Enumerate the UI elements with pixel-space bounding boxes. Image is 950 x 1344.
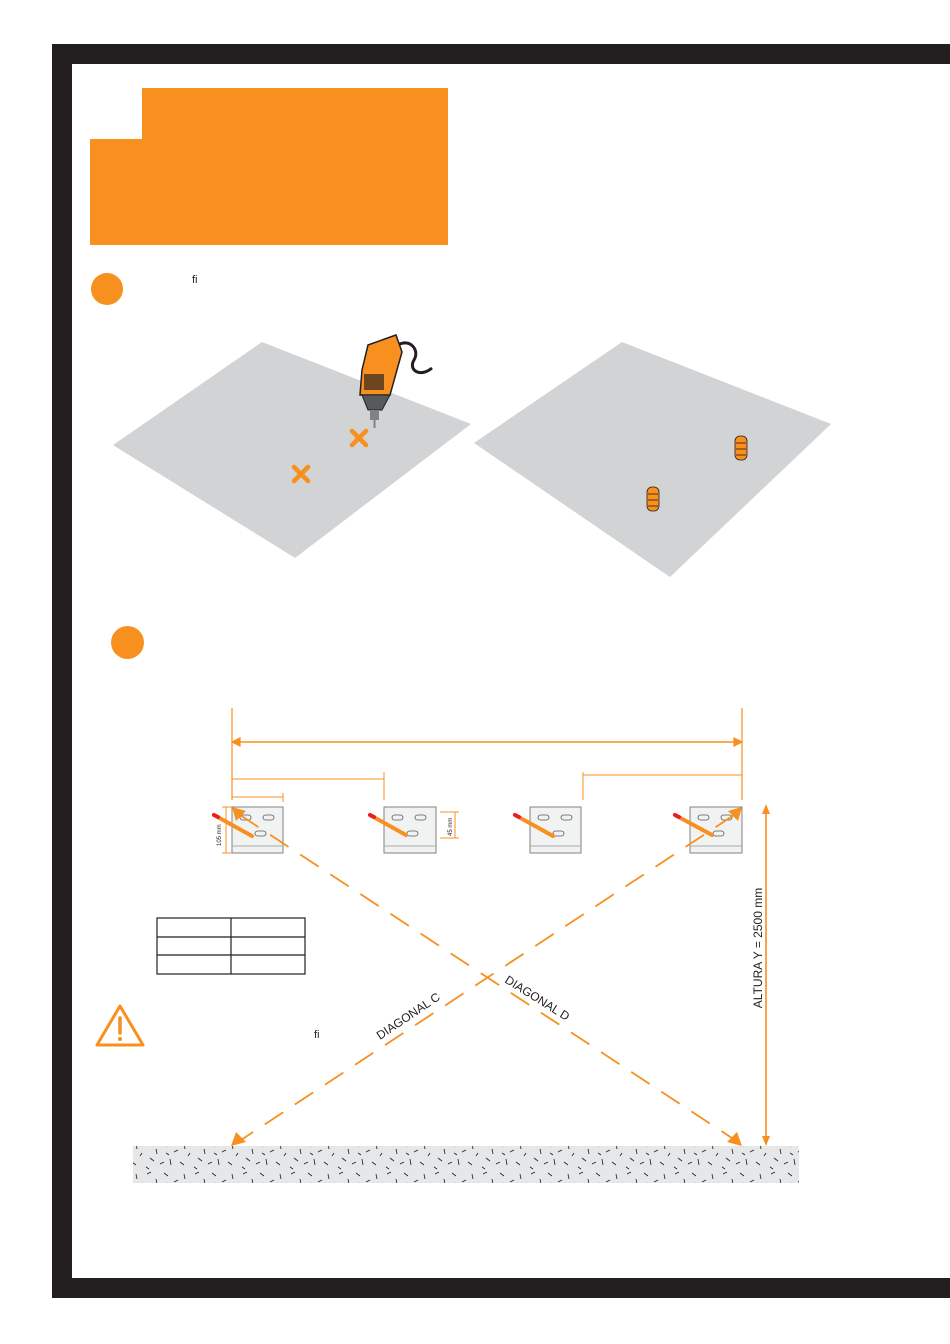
warning-text: ﬁ xyxy=(314,1029,320,1041)
wall-plug-icon xyxy=(647,487,659,511)
floor-plane-right xyxy=(474,342,831,577)
diagonal-c-line xyxy=(238,815,734,1142)
warning-icon xyxy=(97,1006,143,1045)
right-span-dimension xyxy=(583,772,742,800)
left-span-dimension xyxy=(232,772,384,800)
diagonal-c-label: DIAGONAL C xyxy=(373,989,443,1043)
height-label: ALTURA Y = 2500 mm xyxy=(751,887,765,1009)
diagonal-d-line xyxy=(240,815,738,1142)
overall-width-dimension xyxy=(232,708,742,800)
bracket-icon xyxy=(384,807,436,853)
floor-plane-left xyxy=(113,342,471,558)
step-1-text: ﬁ xyxy=(192,274,198,286)
bottom-right-arrow xyxy=(727,1132,742,1146)
measure-left-label: 105 mm xyxy=(217,824,223,846)
concrete-floor xyxy=(133,1146,799,1183)
diagonal-d-label: DIAGONAL D xyxy=(502,972,573,1024)
bracket-icon xyxy=(530,807,581,853)
bracket-width-dimension xyxy=(232,793,283,802)
wall-plug-icon xyxy=(735,436,747,460)
bracket-height-dimension xyxy=(222,807,232,853)
measure-right-label: 45 mm xyxy=(448,817,454,836)
measurement-table xyxy=(157,918,305,974)
